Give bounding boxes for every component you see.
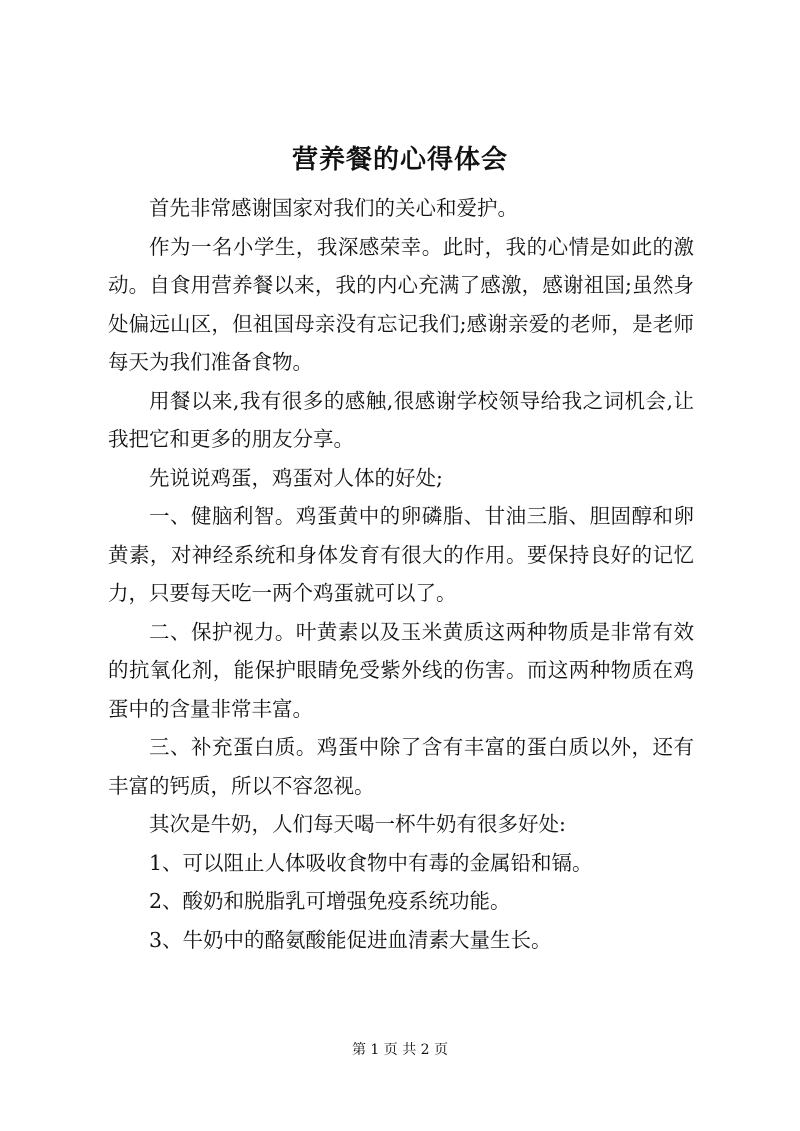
paragraph-milk-heading: 其次是牛奶，人们每天喝一杯牛奶有很多好处: [149, 812, 566, 836]
paragraph-eggs-brain: 一、健脑利智。鸡蛋黄中的卵磷脂、甘油三脂、胆固醇和卵黄素，对神经系统和身体发育有很大的作用。要保持良好的记忆力，只要每天吃一两个鸡蛋就可以了。 [108, 504, 694, 605]
paragraph-milk-point-1: 1、可以阻止人体吸收食物中有毒的金属铅和镉。 [149, 850, 593, 875]
document-title: 营养餐的心得体会 [291, 145, 508, 175]
paragraph-milk-point-2: 2、酸奶和脱脂乳可增强免疫系统功能。 [149, 889, 511, 913]
paragraph-milk-point-3: 3、牛奶中的酪氨酸能促进血清素大量生长。 [149, 927, 552, 952]
paragraph-eggs-heading: 先说说鸡蛋，鸡蛋对人体的好处; [149, 465, 443, 490]
paragraph-intro: 首先非常感谢国家对我们的关心和爱护。 [149, 196, 518, 220]
paragraph-eggs-vision: 二、保护视力。叶黄素以及玉米黄质这两种物质是非常有效的抗氧化剂，能保护眼睛免受紫外线的伤害。而这两种物质在鸡蛋中的含量非常丰富。 [108, 619, 694, 721]
document-body [108, 189, 694, 959]
paragraph-student-feelings: 作为一名小学生，我深感荣幸。此时，我的心情是如此的激动。自食用营养餐以来，我的内心充满了感激，感谢祖国;虽然身处偏远山区，但祖国母亲没有忘记我们;感谢亲爱的老师，是老师每天为我们准备食物。 [108, 234, 694, 374]
paragraph-meal-impressions: 用餐以来,我有很多的感触,很感谢学校领导给我之词机会,让我把它和更多的朋友分享。 [108, 388, 694, 451]
paragraph-eggs-protein: 三、补充蛋白质。鸡蛋中除了含有丰富的蛋白质以外，还有丰富的钙质，所以不容忽视。 [108, 735, 694, 798]
page-number-footer: 第 1 页 共 2 页 [351, 1042, 449, 1058]
